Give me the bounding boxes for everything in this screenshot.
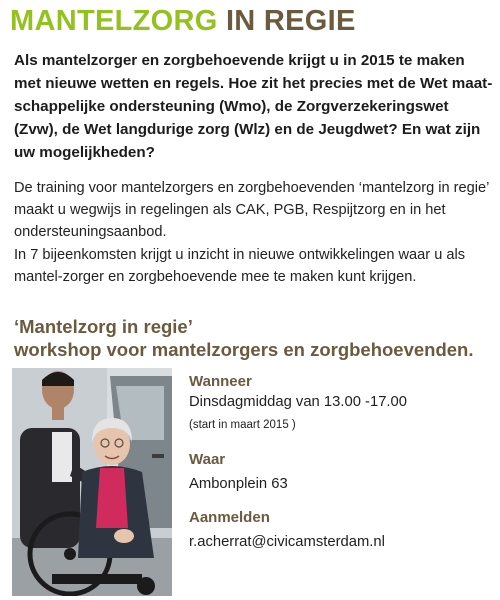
register-email[interactable]: r.acherrat@civicamsterdam.nl xyxy=(189,534,385,550)
workshop-subtitle: workshop voor mantelzorgers en zorgbehoevenden. xyxy=(14,339,474,360)
workshop-title: ‘Mantelzorg in regie’ xyxy=(14,316,193,337)
where-label: Waar xyxy=(189,451,226,468)
when-label: Wanneer xyxy=(189,373,252,390)
page-title xyxy=(10,4,356,38)
body-paragraph-2: In 7 bijeenkomsten krijgt u inzicht in nieuwe ontwikkelingen waar u als mantel-zorger en zorgbehoevende mee te maken kunt krijgen. xyxy=(14,247,466,285)
register-section xyxy=(189,508,489,552)
when-note: (start in maart 2015 ) xyxy=(189,419,296,431)
where-section xyxy=(189,450,489,494)
body-paragraph-1: De training voor mantelzorgers en zorgbehoevenden ‘mantelzorg in regie’ maakt u wegwijs in regelingen als CAK, PGB, Respijtzorg en in het ondersteuningsaanbod. xyxy=(14,180,489,240)
title-highlight: MANTELZORG xyxy=(10,5,218,37)
workshop-heading xyxy=(14,315,474,361)
title-rest: IN REGIE xyxy=(217,5,356,37)
caregiver-photo xyxy=(12,368,172,596)
register-label: Aanmelden xyxy=(189,509,270,526)
where-value: Ambonplein 63 xyxy=(189,476,288,492)
when-value: Dinsdagmiddag van 13.00 -17.00 xyxy=(189,394,407,410)
intro-paragraph: Als mantelzorger en zorgbehoevende krijgt u in 2015 te maken met nieuwe wetten en regels. Hoe zit het precies met de Wet maat-schappelijke ondersteuning (Wmo), de Zorgverzekeringswet (Zvw), de Wet langdurige zorg (Wlz) en de Jeugdwet? En wat zijn uw mogelijkheden? xyxy=(14,52,493,161)
when-section xyxy=(189,372,489,433)
